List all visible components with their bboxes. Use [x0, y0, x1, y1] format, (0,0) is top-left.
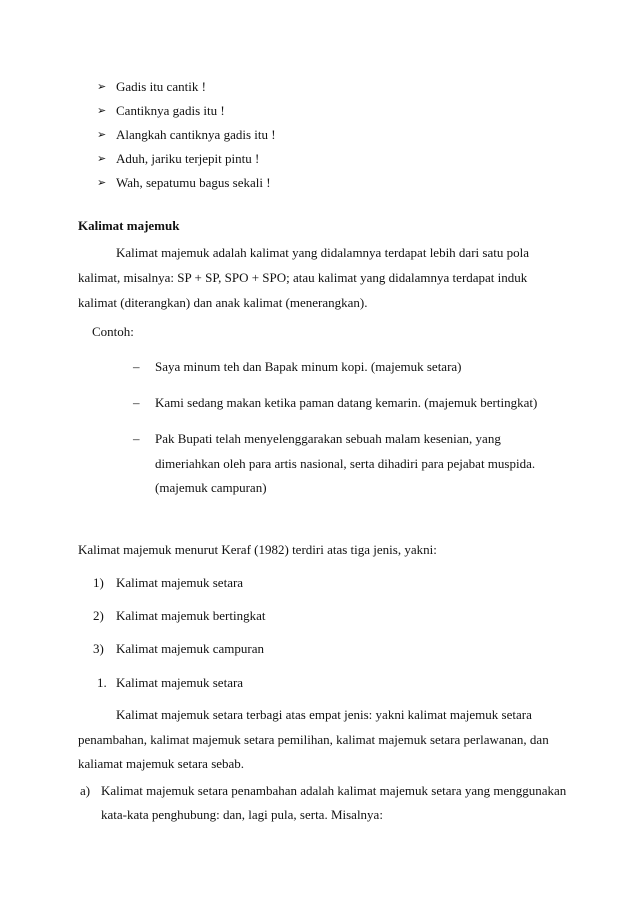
- types-intro: Kalimat majemuk menurut Keraf (1982) terdiri atas tiga jenis, yakni:: [78, 542, 437, 557]
- arrow-bullet-icon: ➢: [97, 128, 107, 141]
- item-label: a): [80, 783, 91, 798]
- contoh-label: Contoh:: [92, 324, 134, 339]
- dash-bullet-icon: –: [133, 359, 140, 374]
- example-line: Kami sedang makan ketika paman datang kemarin. (majemuk bertingkat): [155, 395, 538, 410]
- example-line: (majemuk campuran): [155, 480, 267, 495]
- section-heading: Kalimat majemuk: [78, 218, 180, 233]
- paragraph-line: kalimat (diterangkan) dan anak kalimat (menerangkan).: [78, 295, 368, 310]
- bullet-item: Gadis itu cantik !: [116, 79, 206, 94]
- arrow-bullet-icon: ➢: [97, 176, 107, 189]
- example-line: Saya minum teh dan Bapak minum kopi. (majemuk setara): [155, 359, 462, 374]
- list-item: Kalimat majemuk setara: [116, 575, 244, 590]
- list-item: Kalimat majemuk bertingkat: [116, 608, 266, 623]
- paragraph-line: kaliamat majemuk setara sebab.: [78, 756, 245, 771]
- example-line: dimeriahkan oleh para artis nasional, serta dihadiri para pejabat muspida.: [155, 456, 536, 471]
- bullet-item: Alangkah cantiknya gadis itu !: [116, 127, 276, 142]
- subsection-title: Kalimat majemuk setara: [116, 675, 244, 690]
- bullet-item: Cantiknya gadis itu !: [116, 103, 225, 118]
- dash-bullet-icon: –: [133, 431, 140, 446]
- list-number: 2): [93, 608, 104, 623]
- paragraph-line: Kalimat majemuk setara terbagi atas empat jenis: yakni kalimat majemuk setara: [116, 707, 532, 722]
- list-item: Kalimat majemuk campuran: [116, 641, 265, 656]
- subsection-number: 1.: [97, 675, 107, 690]
- bullet-item: Wah, sepatumu bagus sekali !: [116, 175, 271, 190]
- paragraph-line: kalimat, misalnya: SP + SP, SPO + SPO; atau kalimat yang didalamnya terdapat induk: [78, 270, 528, 285]
- arrow-bullet-icon: ➢: [97, 104, 107, 117]
- arrow-bullet-icon: ➢: [97, 80, 107, 93]
- paragraph-line: penambahan, kalimat majemuk setara pemilihan, kalimat majemuk setara perlawanan, dan: [78, 732, 549, 747]
- list-number: 3): [93, 641, 104, 656]
- item-line: Kalimat majemuk setara penambahan adalah kalimat majemuk setara yang menggunakan: [101, 783, 567, 798]
- example-line: Pak Bupati telah menyelenggarakan sebuah malam kesenian, yang: [155, 431, 501, 446]
- item-line: kata-kata penghubung: dan, lagi pula, serta. Misalnya:: [101, 807, 383, 822]
- paragraph-line: Kalimat majemuk adalah kalimat yang didalamnya terdapat lebih dari satu pola: [116, 245, 529, 260]
- bullet-item: Aduh, jariku terjepit pintu !: [116, 151, 260, 166]
- arrow-bullet-icon: ➢: [97, 152, 107, 165]
- list-number: 1): [93, 575, 104, 590]
- dash-bullet-icon: –: [133, 395, 140, 410]
